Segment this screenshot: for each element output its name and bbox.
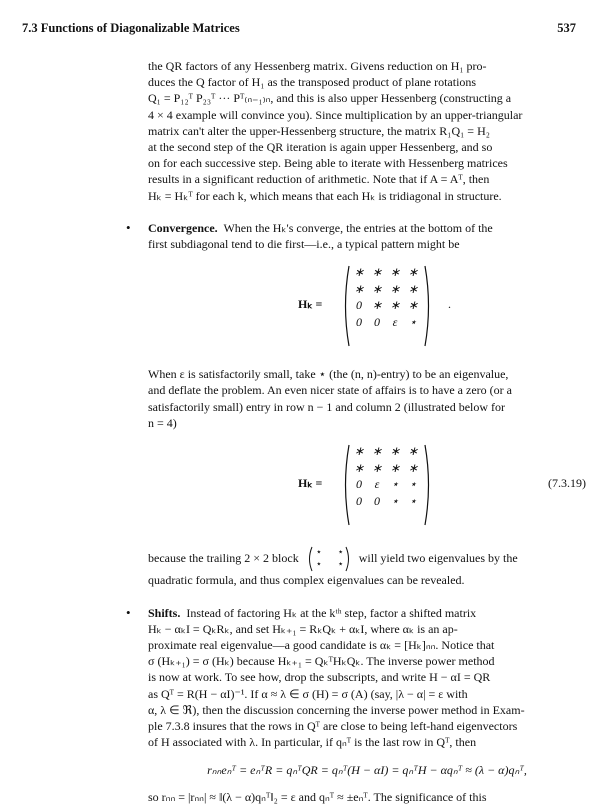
text-line: duces the Q factor of H₁ as the transposed product of plane rotations — [148, 75, 477, 90]
text-line: of H associated with λ. In particular, if qₙᵀ is the last row in Qᵀ, then — [148, 735, 477, 750]
matrix-entry: ∗ — [353, 281, 365, 296]
text-line: the QR factors of any Hessenberg matrix. Givens reduction on H₁ pro- — [148, 59, 487, 73]
text-line: 4 × 4 example will convince you). Since multiplication by an upper-triangular — [148, 107, 523, 122]
block-row — [316, 548, 344, 558]
text-line: α, λ ∈ ℜ), then the discussion concerning the inverse power method in Exam- — [148, 702, 525, 717]
text-line: and deflate the problem. An even nicer state of affairs is to have a zero (or a — [148, 383, 512, 398]
matrix-entry: 0 — [374, 493, 380, 508]
running-header — [22, 18, 588, 38]
matrix-entry: ∗ — [407, 265, 419, 280]
text-column — [126, 58, 586, 805]
text-line: so rₙₙ = |rₙₙ| ≈ ‖(λ − α)qₙᵀ‖₂ = ε and qₙᵀ ≈ ±eₙᵀ. The significance of this — [148, 789, 487, 804]
bullet-icon: • — [126, 604, 131, 620]
convergence-title: Convergence. — [148, 220, 218, 235]
text-line: matrix can't alter the upper-Hessenberg structure, the matrix R₁Q₁ = H₂ — [148, 123, 490, 138]
text-line: Hₖ = Hₖᵀ for each k, which means that each Hₖ is tridiagonal in structure. — [148, 188, 502, 203]
intro-paragraph — [148, 58, 586, 204]
text-line — [148, 605, 586, 621]
trailing-block-matrix — [306, 546, 352, 572]
shifts-title: Shifts. — [148, 605, 181, 620]
matrix-row — [350, 443, 430, 460]
text-line: Q₁ = P₁₂ᵀ P₂₃ᵀ ··· Pᵀ₍ₙ₋₁₎ₙ, and this is also upper Hessenberg (constructing a — [148, 91, 512, 106]
equation-number: (7.3.19) — [548, 476, 586, 491]
text-span: Instead of factoring Hₖ at the kᵗʰ step, factor a shifted matrix — [186, 605, 477, 620]
matrix-entry: ∗ — [389, 460, 401, 475]
matrix-entry: ∗ — [371, 460, 383, 475]
matrix-entry: ⋆ — [409, 477, 417, 492]
matrix-entry: ∗ — [407, 281, 419, 296]
text-line: results in a significant reduction of arithmetic. Note that if A = Aᵀ, then — [148, 172, 490, 187]
matrix-row — [350, 493, 430, 510]
matrix-cells — [350, 264, 430, 330]
text-span: because the trailing 2 × 2 block — [148, 551, 299, 566]
matrix-entry: 0 — [356, 298, 362, 313]
text-span: When the Hₖ's converge, the entries at the bottom of the — [223, 220, 493, 235]
page-number: 537 — [557, 21, 576, 35]
matrix-cells — [350, 443, 430, 509]
block-entry: ⋆ — [337, 547, 344, 559]
block-row — [316, 560, 344, 570]
matrix-entry: ∗ — [353, 265, 365, 280]
block-entry: ⋆ — [315, 547, 322, 559]
matrix-entry: 0 — [356, 493, 362, 508]
matrix-row — [350, 476, 430, 493]
matrix-entry: ⋆ — [391, 493, 399, 508]
matrix-entry: ∗ — [371, 281, 383, 296]
section-title: 7.3 Functions of Diagonalizable Matrices — [22, 21, 240, 35]
matrix-entry: ∗ — [353, 460, 365, 475]
matrix-row — [350, 264, 430, 281]
text-line: When ε is satisfactorily small, take ⋆ (the (n, n)-entry) to be an eigenvalue, — [148, 367, 509, 382]
matrix-entry: 0 — [356, 314, 362, 329]
matrix-entry: 0 — [374, 314, 380, 329]
matrix-lhs: Hₖ = — [298, 297, 323, 312]
matrix-entry: ⋆ — [409, 493, 417, 508]
bullet-icon: • — [126, 219, 131, 235]
matrix-entry: ∗ — [389, 265, 401, 280]
text-line: is now at work. To see how, drop the subscripts, and write H − αI = QR — [148, 670, 491, 685]
block-entry: ⋆ — [315, 559, 322, 571]
matrix-entry: ε — [392, 314, 398, 329]
text-line: Hₖ − αₖI = QₖRₖ, and set Hₖ₊₁ = RₖQₖ + αₖI, where αₖ is an ap- — [148, 621, 458, 636]
text-line: proximate real eigenvalue—a good candidate is αₖ = [Hₖ]ₙₙ. Notice that — [148, 637, 495, 652]
matrix-display-2 — [148, 439, 586, 535]
matrix-entry: ∗ — [389, 281, 401, 296]
matrix-row — [350, 281, 430, 298]
text-line — [148, 220, 586, 236]
text-line: as Qᵀ = R(H − αI)⁻¹. If α ≈ λ ∈ σ (H) = σ (A) (say, |λ − α| = ε with — [148, 686, 468, 701]
text-line: first subdiagonal tend to die first—i.e., a typical pattern might be — [148, 237, 460, 252]
shifts-item — [126, 604, 586, 805]
text-line: σ (Hₖ₊₁) = σ (Hₖ) because Hₖ₊₁ = QₖᵀHₖQₖ. The inverse power method — [148, 654, 495, 669]
matrix-lhs: Hₖ = — [298, 476, 323, 491]
text-line — [148, 545, 586, 572]
matrix-entry: ⋆ — [391, 477, 399, 492]
matrix-entry: ∗ — [371, 298, 383, 313]
matrix-entry: ε — [374, 477, 380, 492]
display-equation: rₙₙeₙᵀ = eₙᵀR = qₙᵀQR = qₙᵀ(H − αI) = qₙᵀH − αqₙᵀ ≈ (λ − α)qₙᵀ, — [207, 763, 527, 778]
matrix-entry: ∗ — [407, 298, 419, 313]
matrix-entry: ∗ — [407, 444, 419, 459]
matrix-entry: ∗ — [371, 444, 383, 459]
text-span: will yield two eigenvalues by the — [358, 551, 518, 566]
text-line: ple 7.3.8 insures that the rows in Qᵀ are close to being left-hand eigenvectors — [148, 718, 518, 733]
text-line: satisfactorily small) entry in row n − 1 and column 2 (illustrated below for — [148, 399, 506, 414]
matrix-row — [350, 297, 430, 314]
matrix-entry: ⋆ — [409, 314, 417, 329]
matrix-row — [350, 460, 430, 477]
matrix-entry: ∗ — [353, 444, 365, 459]
convergence-item — [126, 219, 586, 589]
matrix-entry: ∗ — [389, 444, 401, 459]
matrix-entry: ∗ — [407, 460, 419, 475]
matrix-trailing-period: . — [448, 297, 451, 312]
text-line: quadratic formula, and thus complex eigenvalues can be revealed. — [148, 573, 465, 588]
matrix-entry: 0 — [356, 477, 362, 492]
matrix-row — [350, 314, 430, 331]
text-line: on for each successive step. Being able to iterate with Hessenberg matrices — [148, 156, 508, 171]
matrix-entry: ∗ — [371, 265, 383, 280]
matrix-display-1 — [148, 260, 586, 356]
matrix-entry: ∗ — [389, 298, 401, 313]
block-entry: ⋆ — [337, 559, 344, 571]
text-line: n = 4) — [148, 415, 177, 430]
text-line: at the second step of the QR iteration is again upper Hessenberg, and so — [148, 140, 493, 155]
